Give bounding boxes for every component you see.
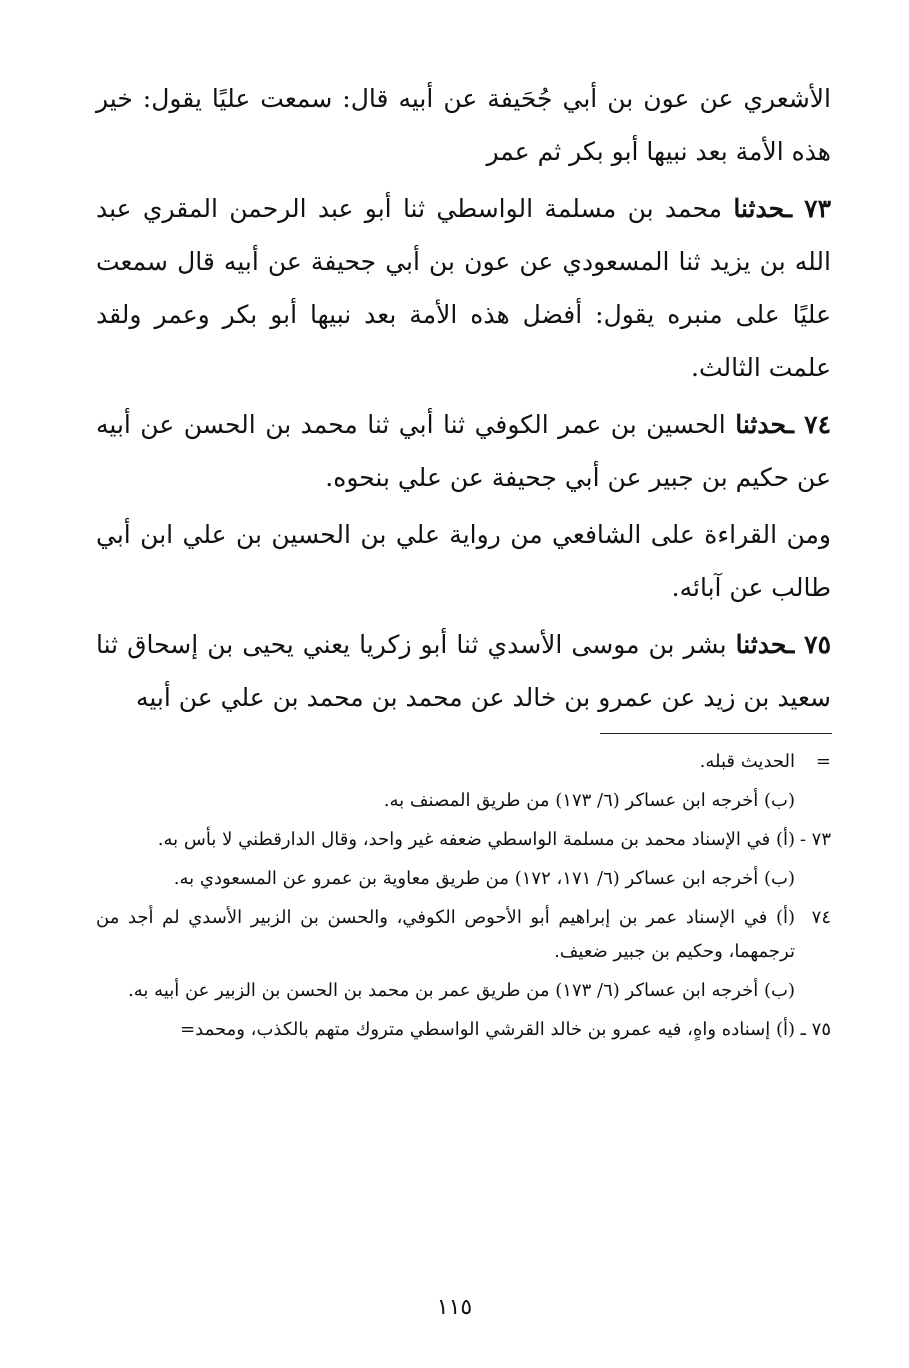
paragraph-text: ومن القراءة على الشافعي من رواية علي بن الحسين بن علي ابن أبي طالب عن آبائه. [96,520,831,602]
footnote-text: (ب) أخرجه ابن عساكر (٦/ ١٧١، ١٧٢) من طريق معاوية بن عمرو عن المسعودي به. [173,868,795,889]
footnote-text: (ب) أخرجه ابن عساكر (٦/ ١٧٣) من طريق عمر بن محمد بن الحسن بن الزبير عن أبيه به. [128,980,795,1001]
footnote-marker [795,784,831,818]
hadith-text: بشر بن موسى الأسدي ثنا أبو زكريا يعني يحيى بن إسحاق ثنا سعيد بن زيد عن عمرو بن خالد عن محمد بن محمد بن علي عن أبيه [96,630,831,712]
paragraph-text: الأشعري عن عون بن أبي جُحَيفة عن أبيه قال: سمعت عليًا يقول: خير هذه الأمة بعد نبيها أبو بكر ثم عمر [96,84,831,166]
footnote [96,1013,831,1047]
main-text [96,72,831,728]
footnote-marker: = [815,751,831,772]
paragraph-continuation [96,72,831,178]
hadith-keyword: حدثنا [735,630,788,659]
hadith-keyword: حدثنا [735,410,787,439]
footnote-marker [795,974,831,1008]
footnote [96,823,831,857]
footnote-text: (أ) في الإسناد عمر بن إبراهيم أبو الأحوص الكوفي، والحسن بن الزبير الأسدي لم أجد من ترجمهما، وحكيم بن جبير ضعيف. [96,907,795,962]
hadith-74 [96,398,831,504]
footnote [96,784,831,818]
footnote [96,974,831,1008]
footnotes [96,745,831,1052]
hadith-number: ٧٥ ـ [787,630,832,659]
footnote-text: (ب) أخرجه ابن عساكر (٦/ ١٧٣) من طريق المصنف به. [383,790,795,811]
hadith-keyword: حدثنا [733,194,785,223]
footnote [96,745,831,779]
hadith-text: محمد بن مسلمة الواسطي ثنا أبو عبد الرحمن المقري عبد الله بن يزيد ثنا المسعودي عن عون بن أبي جحيفة عن أبيه قال سمعت عليًا على منبره يقول: أفضل هذه الأمة بعد نبيها أبو بكر وعمر ولقد علمت الثالث. [96,194,831,382]
page-number: ١١٥ [436,1295,473,1320]
hadith-73 [96,182,831,394]
footnote-marker: ٧٣ - [799,829,831,850]
footnote-text: (أ) إسناده واهٍ، فيه عمرو بن خالد القرشي الواسطي متروك متهم بالكذب، ومحمد= [180,1019,795,1040]
footnote-marker: ٧٥ ـ [800,1019,831,1040]
hadith-75 [96,618,831,724]
footnote-marker: ٧٤ [811,907,831,928]
hadith-text: الحسين بن عمر الكوفي ثنا أبي ثنا محمد بن الحسن عن أبيه عن حكيم بن جبير عن أبي جحيفة عن علي بنحوه. [96,410,831,492]
hadith-number: ٧٣ ـ [784,194,832,223]
footnote-text: (أ) في الإسناد محمد بن مسلمة الواسطي ضعفه غير واحد، وقال الدارقطني لا بأس به. [157,829,795,850]
footnote-text: الحديث قبله. [699,751,795,772]
hadith-number: ٧٤ ـ [786,410,831,439]
footnote [96,901,831,969]
footnote-marker [795,862,831,896]
footnote-divider [600,733,832,734]
footnote [96,862,831,896]
reading-note [96,508,831,614]
